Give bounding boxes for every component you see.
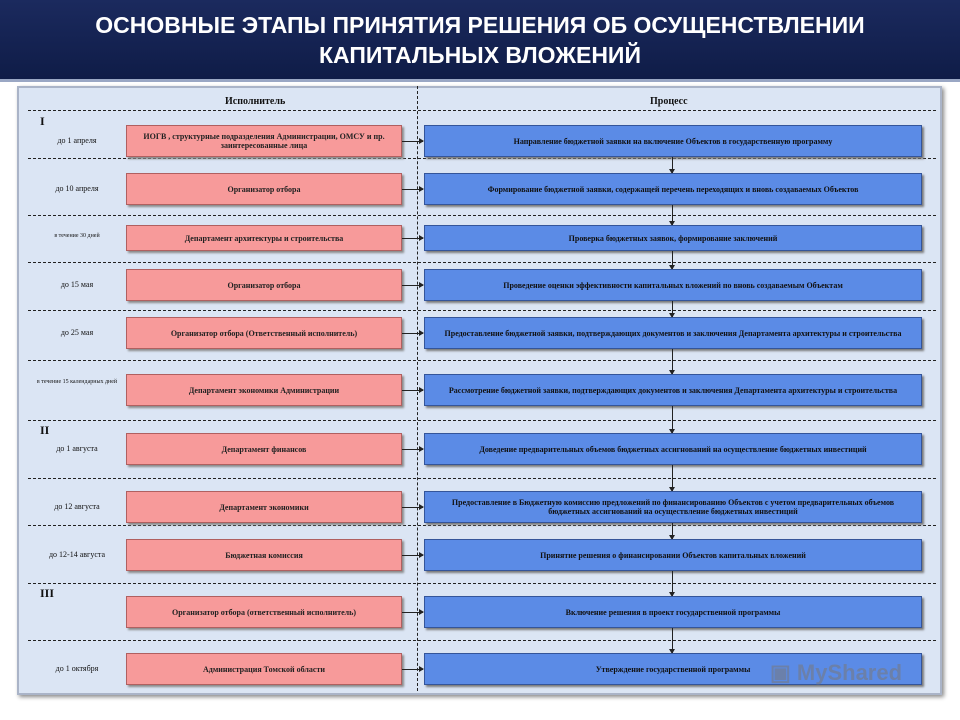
arrow-down-icon [672,465,673,491]
row-deadline: в течение 15 календарных дней [36,379,118,385]
process-box: Рассмотрение бюджетной заявки, подтверждающих документов и заключения Департамента архитектуры и строительства [424,374,922,406]
arrow-right-icon [402,669,423,670]
arrow-right-icon [402,333,423,334]
row-deadline: до 15 мая [60,280,94,289]
arrow-down-icon [672,205,673,225]
arrow-down-icon [672,571,673,596]
arrow-down-icon [672,523,673,539]
arrow-down-icon [672,349,673,374]
row-separator [28,360,936,361]
process-column-header: Процесс [650,96,688,107]
arrow-down-icon [672,157,673,173]
row-deadline: до 12 августа [54,502,100,511]
process-box: Направление бюджетной заявки на включение Объектов в государственную программу [424,125,922,157]
row-separator [28,215,936,216]
process-box: Проведение оценки эффективности капитальных вложений по вновь создаваемым Объектам [424,269,922,301]
process-box: Принятие решения о финансировании Объектов капитальных вложений [424,539,922,571]
title-line-2: КАПИТАЛЬНЫХ ВЛОЖЕНИЙ [319,42,641,68]
executor-box: Департамент экономики Администрации [126,374,402,406]
executor-box: ИОГВ , структурные подразделения Администрации, ОМСУ и пр. заинтересованные лица [126,125,402,157]
executor-box: Организатор отбора [126,269,402,301]
arrow-right-icon [402,189,423,190]
executor-box: Департамент экономики [126,491,402,523]
page-title [0,0,960,82]
stage-label: II [40,423,50,437]
row-deadline: до 12-14 августа [48,550,106,559]
title-line-1: ОСНОВНЫЕ ЭТАПЫ ПРИНЯТИЯ РЕШЕНИЯ ОБ ОСУЩЕНСТВЛЕНИИ [95,12,865,38]
row-separator [28,420,936,421]
arrow-right-icon [402,238,423,239]
executor-box: Департамент архитектуры и строительства [126,225,402,251]
arrow-right-icon [402,390,423,391]
row-deadline: до 10 апреля [55,184,99,193]
row-separator [28,525,936,526]
arrow-right-icon [402,612,423,613]
process-box: Включение решения в проект государственной программы [424,596,922,628]
process-box: Предоставление в Бюджетную комиссию предложений по финансированию Объектов с учетом предварительных объемов бюджетных ассигнований на осуществление бюджетных инвестиций [424,491,922,523]
executor-box: Администрация Томской области [126,653,402,685]
arrow-right-icon [402,141,423,142]
arrow-down-icon [672,628,673,653]
arrow-down-icon [672,301,673,317]
arrow-right-icon [402,555,423,556]
process-box: Предоставление бюджетной заявки, подтверждающих документов и заключения Департамента архитектуры и строительства [424,317,922,349]
row-separator [28,478,936,479]
row-deadline: до 1 октября [55,664,99,673]
stage-label: III [40,586,55,600]
row-separator [28,583,936,584]
stage-label: I [40,114,45,128]
process-box: Доведение предварительных объемов бюджетных ассигнований на осуществление бюджетных инвестиций [424,433,922,465]
row-deadline: в течение 30 дней [54,233,100,239]
process-box: Формирование бюджетной заявки, содержащей перечень переходящих и вновь создаваемых Объектов [424,173,922,205]
arrow-down-icon [672,406,673,433]
row-deadline: до 25 мая [60,328,94,337]
executor-column-header: Исполнитель [225,96,286,107]
process-box: Проверка бюджетных заявок, формирование заключений [424,225,922,251]
row-separator [28,158,936,159]
arrow-right-icon [402,285,423,286]
executor-box: Организатор отбора (ответственный исполнитель) [126,596,402,628]
executor-box: Бюджетная комиссия [126,539,402,571]
watermark-logo: ▣ MyShared [770,660,903,685]
arrow-right-icon [402,449,423,450]
row-separator [28,110,936,111]
row-separator [28,310,936,311]
executor-box: Департамент финансов [126,433,402,465]
process-box: Утверждение государственной программы [424,653,922,685]
executor-box: Организатор отбора [126,173,402,205]
row-separator [28,262,936,263]
column-divider [417,86,418,691]
arrow-right-icon [402,507,423,508]
executor-box: Организатор отбора (Ответственный исполнитель) [126,317,402,349]
row-deadline: до 1 августа [56,444,98,453]
row-deadline: до 1 апреля [57,136,97,145]
arrow-down-icon [672,251,673,269]
row-separator [28,640,936,641]
